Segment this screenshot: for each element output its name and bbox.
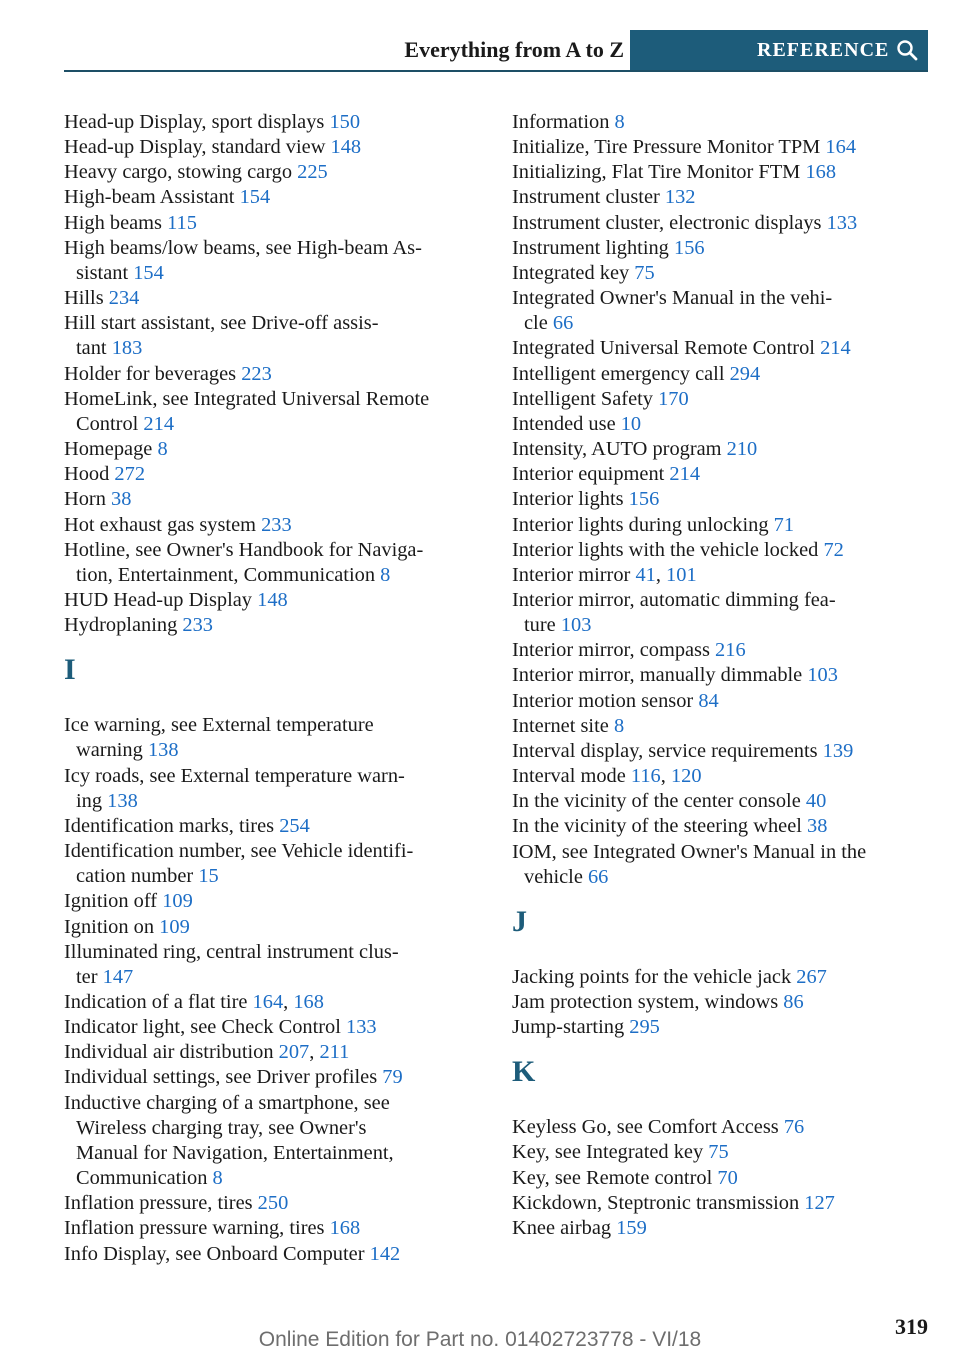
page-link[interactable]: 168: [805, 161, 837, 184]
page-link[interactable]: 40: [805, 790, 827, 813]
index-entry-text: Interior lights during unlocking: [512, 513, 769, 536]
page-link[interactable]: 223: [241, 362, 272, 385]
page-link[interactable]: 109: [162, 890, 193, 913]
index-entry: [512, 261, 928, 286]
index-entry: [64, 1091, 494, 1192]
index-entry-text: Head-up Display, standard view: [64, 136, 326, 159]
index-entry-text: Intelligent Safety: [512, 387, 653, 410]
index-entry-text: vehicle: [524, 865, 583, 888]
index-entry: [512, 965, 928, 990]
index-entry: [64, 1216, 494, 1241]
index-entry: [512, 814, 928, 839]
index-entry-text: High beams/low beams, see High-beam As-: [64, 236, 422, 259]
page-link[interactable]: 147: [102, 965, 134, 988]
index-entry-text: Integrated Owner's Manual in the vehi-: [512, 287, 833, 310]
page-link[interactable]: 103: [807, 664, 838, 687]
index-entry: [64, 185, 494, 210]
index-entry: [64, 1015, 494, 1040]
index-entry-text: Jacking points for the vehicle jack: [512, 965, 792, 988]
index-entry-text: Intensity, AUTO program: [512, 438, 722, 461]
index-entry-text: HUD Head-up Display: [64, 588, 253, 611]
page-link[interactable]: 156: [628, 488, 660, 511]
page-link[interactable]: 250: [257, 1192, 289, 1215]
index-entry: [64, 588, 494, 613]
page-link[interactable]: 133: [826, 211, 858, 234]
index-entry: [64, 311, 494, 361]
page-link[interactable]: 38: [807, 815, 828, 838]
index-entry: [512, 236, 928, 261]
index-entry: [64, 915, 494, 940]
index-entry: [512, 1015, 928, 1040]
page-link[interactable]: 15: [198, 865, 219, 888]
index-entry-text: Initialize, Tire Pressure Monitor TPM: [512, 136, 821, 159]
index-entry: [64, 1065, 494, 1090]
index-entry-text: Interval mode: [512, 765, 626, 788]
page-link[interactable]: 75: [634, 261, 655, 284]
index-entry: [512, 789, 928, 814]
index-entry-text: Interval display, service requirements: [512, 739, 818, 762]
index-entry-text: Interior lights with the vehicle locked: [512, 538, 819, 561]
page-link[interactable]: 154: [133, 261, 164, 284]
page-link[interactable]: 120: [670, 765, 702, 788]
page-link[interactable]: 295: [629, 1016, 660, 1039]
index-entry: Interval mode 116, 120: [512, 765, 702, 788]
page-number: 319: [895, 1314, 928, 1339]
index-entry: Individual air distribution 207, 211: [64, 1041, 350, 1064]
index-entry-text: In the vicinity of the center console: [512, 790, 801, 813]
page-link[interactable]: 8: [380, 563, 391, 586]
index-entry: [64, 889, 494, 914]
index-entry: [512, 513, 928, 538]
index-entry-text: HomeLink, see Integrated Universal Remote: [64, 387, 430, 410]
index-entry: [64, 462, 494, 487]
page-link[interactable]: 272: [114, 463, 146, 486]
index-entry-text: Instrument cluster: [512, 186, 660, 209]
index-entry-text: Inductive charging of a smartphone, see: [64, 1091, 390, 1114]
index-entry: [64, 940, 494, 990]
index-entry: [512, 336, 928, 361]
page-link[interactable]: 164: [825, 136, 857, 159]
index-entry: [512, 689, 928, 714]
index-entry-text: Jump-starting: [512, 1016, 625, 1039]
index-entry-text: Heavy cargo, stowing cargo: [64, 161, 293, 184]
page-link[interactable]: 116: [630, 765, 661, 788]
index-entry: [512, 663, 928, 688]
index-entry: [64, 211, 494, 236]
index-entry-text: sistant: [76, 261, 129, 284]
page-link[interactable]: 71: [773, 513, 795, 536]
index-entry-text: Identification marks, tires: [64, 814, 275, 837]
index-entry: [512, 1166, 928, 1191]
index-entry: [512, 714, 928, 739]
index-entry-text: Inflation pressure, tires: [64, 1192, 253, 1215]
index-entry-text: Identification number, see Vehicle identifi-: [64, 840, 414, 863]
index-entry-text: Instrument cluster, electronic displays: [512, 211, 822, 234]
index-entry: [64, 764, 494, 814]
reference-tab[interactable]: [630, 30, 928, 70]
index-entry-text: Inflation pressure warning, tires: [64, 1217, 325, 1240]
page-link[interactable]: 267: [796, 965, 827, 988]
page-link[interactable]: 138: [147, 739, 179, 762]
index-entry: [64, 814, 494, 839]
index-entry: [64, 538, 494, 588]
page-link[interactable]: 8: [614, 111, 625, 133]
index-entry-text: ter: [76, 965, 98, 988]
index-entry: [512, 110, 928, 135]
index-entry-text: Hills: [64, 287, 104, 310]
page-link[interactable]: 210: [726, 438, 758, 461]
page-link[interactable]: 127: [804, 1191, 835, 1214]
index-entry-text: ture: [524, 614, 556, 637]
page-link[interactable]: 183: [111, 337, 143, 360]
index-entry-text: Icy roads, see External temperature warn-: [64, 764, 405, 787]
page-link[interactable]: 66: [552, 312, 574, 335]
index-entry: [512, 638, 928, 663]
index-entry-text: Communication: [76, 1167, 208, 1190]
index-entry: [512, 538, 928, 563]
index-entry-text: Hill start assistant, see Drive-off assis-: [64, 312, 379, 335]
index-letter-heading: I: [64, 653, 76, 687]
index-entry-text: Ice warning, see External temperature: [64, 714, 374, 737]
page-link[interactable]: 8: [613, 714, 625, 737]
index-entry-text: Intended use: [512, 412, 616, 435]
index-entry-text: Keyless Go, see Comfort Access: [512, 1116, 779, 1139]
index-entry: [64, 839, 494, 889]
page-link[interactable]: 38: [111, 488, 132, 511]
index-entry: [512, 135, 928, 160]
page-link[interactable]: 207: [278, 1041, 310, 1064]
index-entry-text: Indication of a flat tire: [64, 991, 248, 1013]
index-entry: [64, 286, 494, 311]
index-entry: [512, 412, 928, 437]
index-entry: [512, 362, 928, 387]
index-entry-text: ing: [76, 789, 103, 812]
index-entry-text: Interior mirror, manually dimmable: [512, 664, 803, 687]
index-entry: [512, 462, 928, 487]
page-link[interactable]: 225: [297, 161, 328, 184]
index-entry: [512, 185, 928, 210]
page-link[interactable]: 233: [182, 614, 213, 637]
index-entry-text: Individual air distribution: [64, 1041, 274, 1064]
index-entry-text: Information: [512, 111, 610, 133]
index-entry-text: Key, see Remote control: [512, 1166, 713, 1189]
index-entry: [512, 990, 928, 1015]
index-entry-text: Intelligent emergency call: [512, 362, 725, 385]
index-entry-text: Wireless charging tray, see Owner's: [76, 1116, 367, 1139]
index-entry: [512, 437, 928, 462]
page-link[interactable]: 101: [666, 563, 697, 586]
index-entry-text: Individual settings, see Driver profiles: [64, 1066, 378, 1089]
index-entry-text: Instrument lighting: [512, 236, 669, 259]
index-entry-text: Interior mirror, automatic dimming fea-: [512, 588, 836, 611]
index-entry-text: Interior mirror: [512, 563, 631, 586]
index-entry: [512, 211, 928, 236]
index-entry: Interior mirror 41, 101: [512, 563, 697, 586]
index-entry-text: Horn: [64, 488, 106, 511]
page-link[interactable]: 294: [729, 362, 761, 385]
page-link[interactable]: 170: [658, 387, 689, 410]
page-link[interactable]: 156: [674, 236, 705, 259]
index-entry: [512, 160, 928, 185]
index-entry: [512, 387, 928, 412]
page-link[interactable]: 139: [822, 739, 854, 762]
index-entry-text: High beams: [64, 211, 162, 234]
index-entry-text: Homepage: [64, 438, 153, 461]
page-link[interactable]: 142: [369, 1242, 401, 1265]
index-entry: [512, 1191, 928, 1216]
index-entry-text: IOM, see Integrated Owner's Manual in the: [512, 840, 867, 863]
page-link[interactable]: 76: [783, 1116, 805, 1139]
page-link[interactable]: 79: [382, 1066, 403, 1089]
index-entry: [64, 437, 494, 462]
index-entry-text: Interior motion sensor: [512, 689, 694, 712]
page-link[interactable]: 168: [329, 1217, 361, 1240]
index-entry: [64, 236, 494, 286]
page-link[interactable]: 233: [261, 513, 292, 536]
index-entry: [64, 160, 494, 185]
page-link[interactable]: 8: [157, 438, 168, 461]
index-entry: [64, 1191, 494, 1216]
page-link[interactable]: 10: [620, 412, 642, 435]
page-link[interactable]: 154: [239, 186, 271, 209]
page-link[interactable]: 103: [560, 614, 592, 637]
page-link[interactable]: 109: [159, 915, 190, 938]
page-link[interactable]: 84: [698, 689, 719, 712]
page-link[interactable]: 211: [319, 1041, 350, 1064]
page-link[interactable]: 150: [329, 111, 361, 133]
index-entry-text: Control: [76, 412, 139, 435]
index-entry-text: High-beam Assistant: [64, 186, 235, 209]
page-link[interactable]: 138: [107, 789, 138, 812]
page-link[interactable]: 86: [783, 991, 804, 1013]
index-entry-text: In the vicinity of the steering wheel: [512, 815, 802, 838]
index-entry-text: Internet site: [512, 714, 609, 737]
index-entry-text: Interior equipment: [512, 463, 665, 486]
page-link[interactable]: 66: [587, 865, 609, 888]
page-link[interactable]: 133: [346, 1016, 377, 1039]
page-link[interactable]: 216: [715, 639, 746, 662]
index-entry-text: Illuminated ring, central instrument clus-: [64, 940, 399, 963]
reference-tab-label: REFERENCE: [757, 39, 890, 61]
index-entry: [64, 110, 494, 135]
index-entry: Indication of a flat tire 164, 168: [64, 991, 324, 1013]
page-link[interactable]: 214: [143, 412, 175, 435]
page-link[interactable]: 254: [279, 814, 310, 837]
page-link[interactable]: 72: [823, 538, 844, 561]
index-entry: [64, 613, 494, 638]
page-link[interactable]: 234: [108, 287, 140, 310]
page-link[interactable]: 159: [616, 1216, 647, 1239]
index-entry-text: Interior mirror, compass: [512, 639, 710, 662]
index-entry-text: Hydroplaning: [64, 614, 178, 637]
index-entry-text: Hotline, see Owner's Handbook for Naviga-: [64, 538, 424, 561]
page-link[interactable]: 148: [330, 136, 362, 159]
index-entry: [64, 387, 494, 437]
index-entry: [512, 1140, 928, 1165]
index-entry: [64, 487, 494, 512]
index-entry: [64, 135, 494, 160]
index-entry-text: cation number: [76, 865, 194, 888]
index-entry-text: warning: [76, 739, 143, 762]
index-entry-text: Manual for Navigation, Entertainment,: [76, 1141, 394, 1164]
index-entry-text: Head-up Display, sport displays: [64, 111, 325, 133]
page-link[interactable]: 148: [257, 588, 288, 611]
page-link[interactable]: 214: [820, 337, 851, 360]
index-entry: [64, 513, 494, 538]
index-entry-text: Integrated Universal Remote Control: [512, 337, 815, 360]
index-entry: [512, 286, 928, 336]
index-letter-heading: K: [512, 1055, 536, 1089]
index-entry-text: Ignition on: [64, 915, 155, 938]
index-entry: [512, 840, 928, 890]
search-icon[interactable]: [896, 39, 918, 61]
index-entry-text: Holder for beverages: [64, 362, 237, 385]
index-entry: [512, 739, 928, 764]
index-entry-text: Integrated key: [512, 261, 630, 284]
section-title: Everything from A to Z: [404, 37, 624, 62]
page-link[interactable]: 214: [669, 463, 701, 486]
index-entry: [512, 487, 928, 512]
page-link[interactable]: 164: [252, 991, 284, 1013]
index-entry-text: Knee airbag: [512, 1216, 612, 1239]
index-entry-text: tant: [76, 337, 107, 360]
edition-footer: Online Edition for Part no. 01402723778 - VI/18: [258, 1328, 702, 1351]
page-link[interactable]: 8: [212, 1167, 223, 1190]
index-entry-text: Hot exhaust gas system: [64, 513, 256, 536]
page-link[interactable]: 168: [293, 991, 324, 1013]
index-entry-text: Info Display, see Onboard Computer: [64, 1242, 365, 1265]
index-entry-text: Hood: [64, 463, 110, 486]
index-entry-text: Kickdown, Steptronic transmission: [512, 1191, 800, 1214]
index-entry-text: tion, Entertainment, Communication: [76, 563, 376, 586]
index-entry: [512, 1115, 928, 1140]
index-column-right: [512, 110, 928, 1241]
index-entry-text: Ignition off: [64, 890, 158, 913]
index-entry: [64, 1242, 494, 1267]
index-entry: [64, 713, 494, 763]
index-entry-text: cle: [524, 312, 548, 335]
index-entry: [64, 362, 494, 387]
page-link[interactable]: 75: [708, 1141, 729, 1164]
page-link[interactable]: 70: [717, 1166, 738, 1189]
index-column-left: [64, 110, 494, 1267]
index-entry: [512, 588, 928, 638]
index-letter-heading: J: [512, 904, 527, 938]
index-entry: [512, 1216, 928, 1241]
header-rule: [64, 70, 928, 72]
page-link[interactable]: 115: [167, 211, 197, 234]
index-entry-text: Interior lights: [512, 488, 624, 511]
index-entry-text: Key, see Integrated key: [512, 1141, 704, 1164]
index-entry-text: Indicator light, see Check Control: [64, 1016, 341, 1039]
page-link[interactable]: 41: [635, 563, 656, 586]
page-link[interactable]: 132: [664, 186, 696, 209]
index-entry-text: Initializing, Flat Tire Monitor FTM: [512, 161, 801, 184]
index-entry-text: Jam protection system, windows: [512, 991, 779, 1013]
